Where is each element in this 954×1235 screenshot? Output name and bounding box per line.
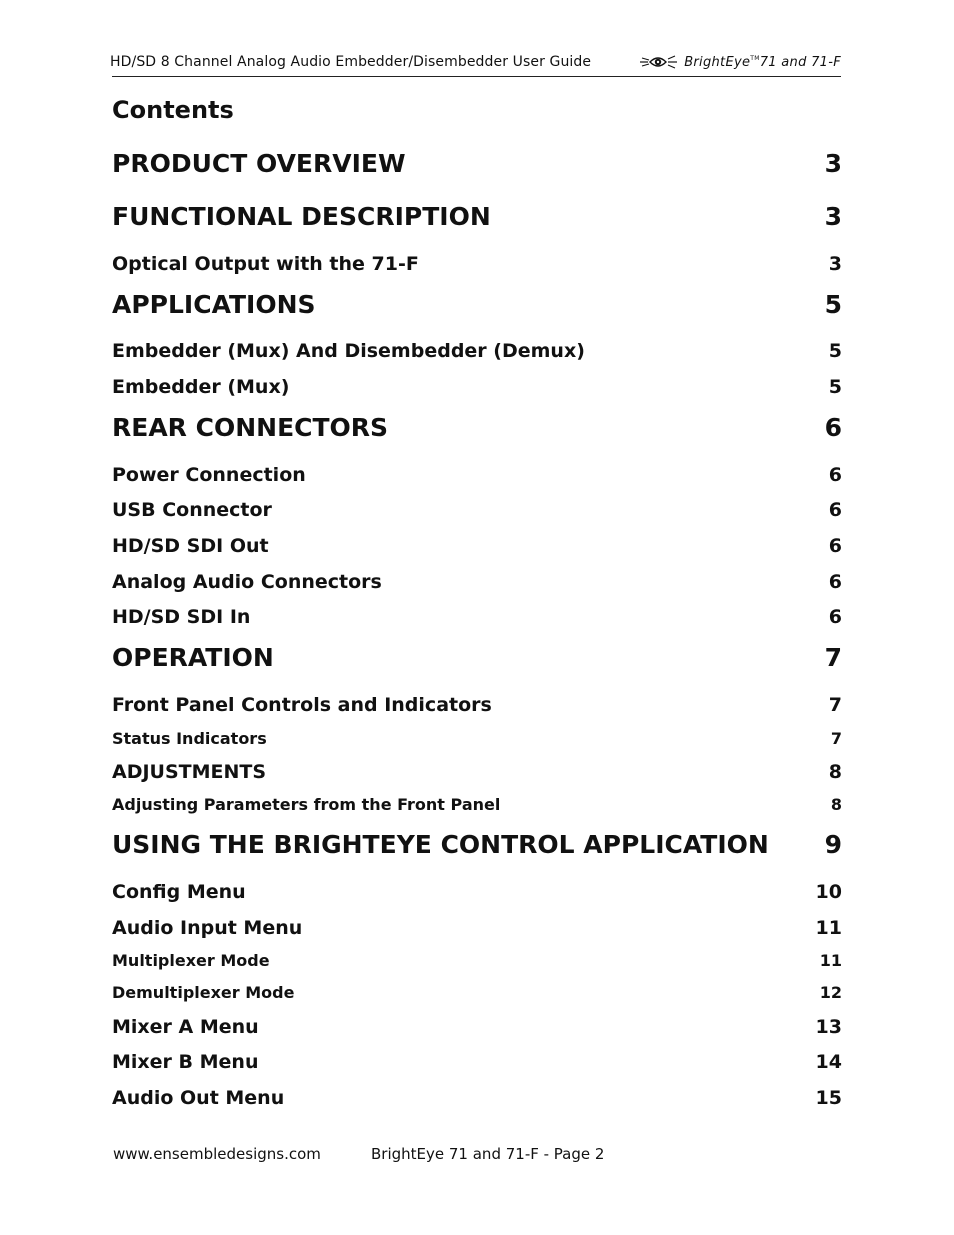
toc-entry-title: USING THE BRIGHTEYE CONTROL APPLICATION [112, 830, 769, 859]
toc-entry[interactable] [112, 606, 842, 628]
toc-entry-page: 6 [824, 413, 842, 442]
page-header [112, 50, 841, 77]
toc-entry-page: 13 [815, 1016, 842, 1038]
toc-entry[interactable] [112, 376, 842, 398]
toc-entry-title: Mixer B Menu [112, 1051, 259, 1073]
page-title: Contents [112, 96, 234, 124]
toc-entry-page: 6 [828, 499, 842, 521]
toc-entry[interactable] [112, 881, 842, 903]
toc-entry[interactable] [112, 795, 842, 814]
toc-entry-title: Status Indicators [112, 729, 267, 748]
toc-entry[interactable] [112, 1051, 842, 1073]
toc-entry-page: 10 [815, 881, 842, 903]
toc-entry-title: Analog Audio Connectors [112, 571, 382, 593]
toc-entry-page: 5 [824, 290, 842, 319]
toc-entry[interactable] [112, 1016, 842, 1038]
toc-entry[interactable] [112, 729, 842, 748]
toc-entry-title: REAR CONNECTORS [112, 413, 389, 442]
toc-entry[interactable] [112, 413, 842, 442]
toc-entry[interactable] [112, 499, 842, 521]
toc-entry[interactable] [112, 951, 842, 970]
toc-entry-title: Audio Out Menu [112, 1087, 285, 1109]
toc-entry[interactable] [112, 253, 842, 275]
toc-entry-title: ADJUSTMENTS [112, 761, 267, 783]
toc-entry-title: Adjusting Parameters from the Front Panel [112, 795, 501, 814]
toc-entry[interactable] [112, 464, 842, 486]
toc-entry-title: FUNCTIONAL DESCRIPTION [112, 202, 491, 231]
toc-entry-title: HD/SD SDI In [112, 606, 251, 628]
toc-entry[interactable] [112, 643, 842, 672]
toc-entry[interactable] [112, 535, 842, 557]
toc-entry[interactable] [112, 983, 842, 1002]
toc-entry-title: APPLICATIONS [112, 290, 316, 319]
brand-name: BrightEye™71 and 71-F [684, 54, 841, 70]
header-title: HD/SD 8 Channel Analog Audio Embedder/Disembedder User Guide [110, 54, 592, 70]
toc-entry-title: Embedder (Mux) [112, 376, 290, 398]
toc-entry[interactable] [112, 694, 842, 716]
toc-entry-title: PRODUCT OVERVIEW [112, 149, 406, 178]
toc-entry[interactable] [112, 830, 842, 859]
toc-entry-page: 12 [819, 983, 842, 1002]
toc-entry-page: 6 [828, 571, 842, 593]
toc-entry-page: 3 [824, 149, 842, 178]
toc-entry-page: 7 [824, 643, 842, 672]
toc-entry-page: 5 [828, 340, 842, 362]
toc-entry-title: USB Connector [112, 499, 272, 521]
footer-page-label: BrightEye 71 and 71-F - Page 2 [371, 1145, 605, 1163]
toc-entry-page: 9 [824, 830, 842, 859]
toc-entry-title: Mixer A Menu [112, 1016, 259, 1038]
toc-entry-page: 3 [828, 253, 842, 275]
toc-entry-page: 6 [828, 606, 842, 628]
toc-entry-title: Demultiplexer Mode [112, 983, 295, 1002]
toc-entry-title: Power Connection [112, 464, 306, 486]
toc-entry-page: 6 [828, 464, 842, 486]
toc-entry[interactable] [112, 149, 842, 178]
toc-entry-title: Audio Input Menu [112, 917, 303, 939]
toc-entry-page: 6 [828, 535, 842, 557]
toc-entry-title: Config Menu [112, 881, 246, 903]
toc-entry-title: OPERATION [112, 643, 274, 672]
toc-entry-page: 11 [819, 951, 842, 970]
toc-entry[interactable] [112, 761, 842, 783]
eye-logo-icon [639, 53, 679, 71]
toc-entry-page: 5 [828, 376, 842, 398]
toc-entry[interactable] [112, 202, 842, 231]
toc-entry-title: Optical Output with the 71-F [112, 253, 419, 275]
brand [639, 53, 841, 71]
toc-entry-page: 8 [830, 795, 842, 814]
toc-entry-page: 14 [815, 1051, 842, 1073]
footer-url: www.ensembledesigns.com [113, 1145, 321, 1163]
toc-entry-title: Front Panel Controls and Indicators [112, 694, 492, 716]
toc-entry-page: 3 [824, 202, 842, 231]
toc-entry-title: Multiplexer Mode [112, 951, 270, 970]
toc-entry-title: HD/SD SDI Out [112, 535, 269, 557]
toc-entry[interactable] [112, 917, 842, 939]
toc-entry[interactable] [112, 340, 842, 362]
toc-entry[interactable] [112, 571, 842, 593]
toc-entry-page: 15 [815, 1087, 842, 1109]
toc-entry-page: 7 [830, 729, 842, 748]
toc-entry[interactable] [112, 290, 842, 319]
toc-entry-page: 7 [828, 694, 842, 716]
toc-entry-title: Embedder (Mux) And Disembedder (Demux) [112, 340, 585, 362]
toc-entry[interactable] [112, 1087, 842, 1109]
toc-entry-page: 8 [828, 761, 842, 783]
toc-entry-page: 11 [815, 917, 842, 939]
